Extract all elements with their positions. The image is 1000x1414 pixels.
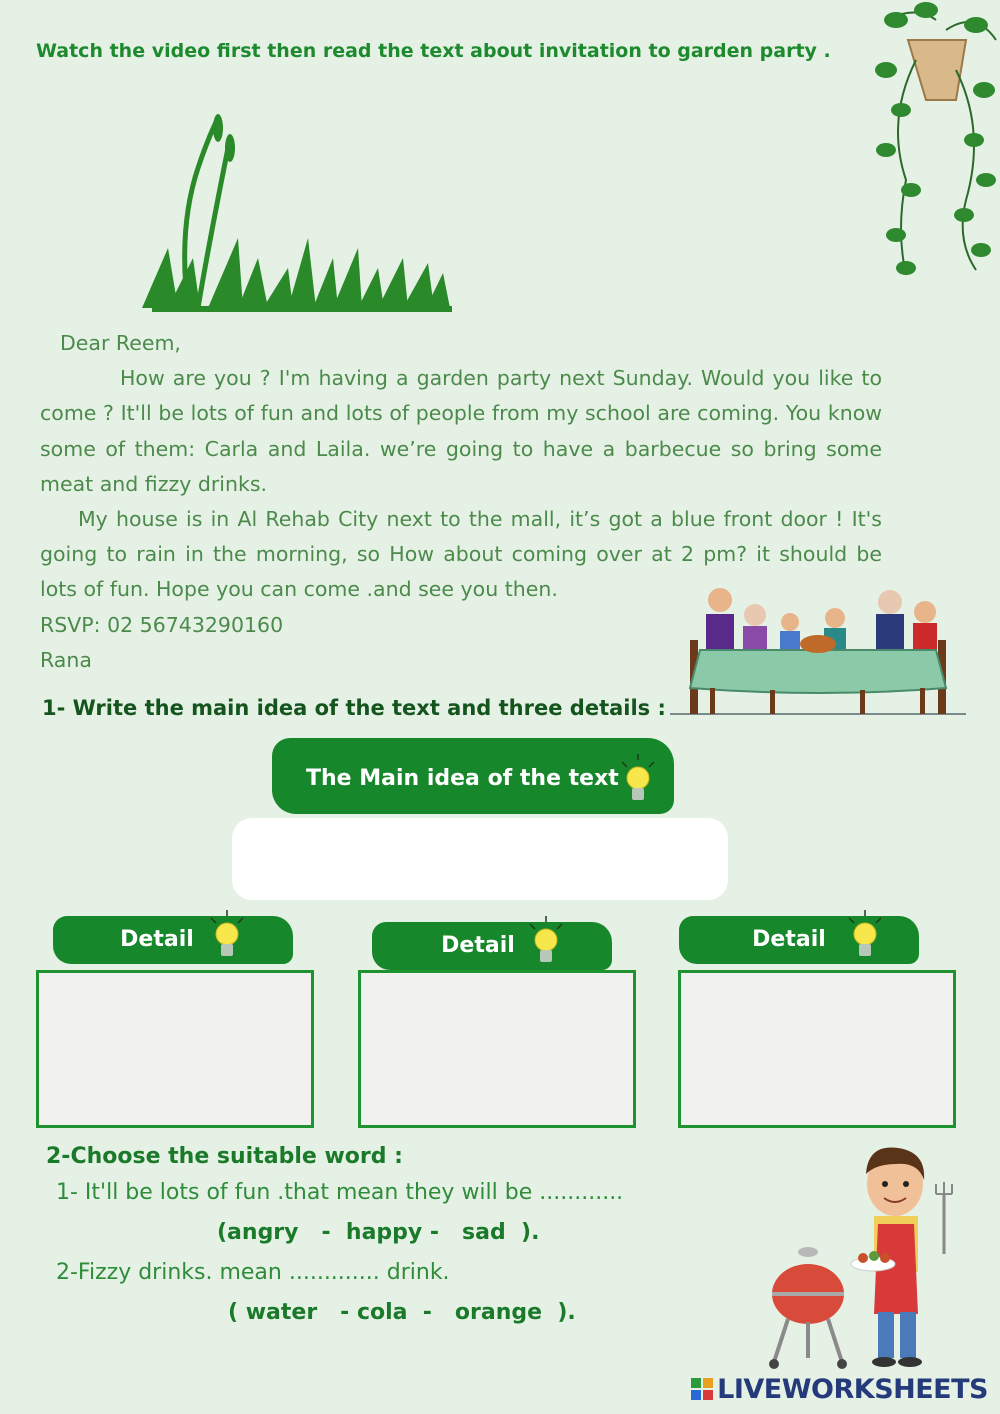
question-2-item-1: 1- It'll be lots of fun .that mean they will be ............ xyxy=(56,1180,624,1205)
liveworksheets-logo-text: LIVEWORKSHEETS xyxy=(717,1374,988,1405)
letter-salutation: Dear Reem, xyxy=(60,331,181,355)
hanging-plant-illustration xyxy=(856,0,1000,282)
main-idea-banner xyxy=(272,738,674,814)
question-2-prompt: 2-Choose the suitable word : xyxy=(46,1144,403,1169)
detail-answer-box-1[interactable] xyxy=(36,970,314,1128)
liveworksheets-logo-icon xyxy=(691,1376,715,1398)
detail-label-2: Detail xyxy=(441,933,515,958)
main-idea-label: The Main idea of the text xyxy=(306,766,619,791)
question-2-item-1-options[interactable]: (angry - happy - sad ). xyxy=(217,1220,540,1245)
letter-paragraph-2: My house is in Al Rehab City next to the mall, it’s got a blue front door ! It's going to rain in the morning, so How about coming over at 2 pm? it should be lots of fun. Hope you can come .and see you then. xyxy=(40,507,882,602)
instruction-text: Watch the video first then read the text about invitation to garden party . xyxy=(36,40,831,62)
lightbulb-icon xyxy=(618,754,658,810)
lightbulb-icon xyxy=(845,910,885,966)
detail-answer-box-2[interactable] xyxy=(358,970,636,1128)
detail-banner-3 xyxy=(679,916,919,964)
letter-rsvp: RSVP: 02 56743290160 xyxy=(40,612,284,637)
letter-signature: Rana xyxy=(40,647,92,672)
detail-banner-1 xyxy=(53,916,293,964)
family-dinner-illustration xyxy=(670,580,966,718)
main-idea-answer-box[interactable] xyxy=(232,818,728,900)
grass-illustration xyxy=(138,108,454,316)
letter-paragraph-1: How are you ? I'm having a garden party next Sunday. Would you like to come ? It'll be lots of fun and lots of people from my school are coming. You know some of them: Carla and Laila. we’re going to have a barbecue so bring some meat and fizzy drinks. xyxy=(40,366,882,496)
question-2-item-2: 2-Fizzy drinks. mean ............. drink. xyxy=(56,1260,450,1285)
detail-banner-2 xyxy=(372,922,612,970)
liveworksheets-logo xyxy=(691,1374,988,1405)
question-2-item-2-options[interactable]: ( water - cola - orange ). xyxy=(228,1300,576,1325)
detail-answer-box-3[interactable] xyxy=(678,970,956,1128)
detail-label-3: Detail xyxy=(752,927,826,952)
barbecue-boy-illustration xyxy=(768,1144,958,1370)
lightbulb-icon xyxy=(526,916,566,972)
lightbulb-icon xyxy=(207,910,247,966)
question-1-prompt: 1- Write the main idea of the text and three details : xyxy=(42,696,666,720)
detail-label-1: Detail xyxy=(120,927,194,952)
